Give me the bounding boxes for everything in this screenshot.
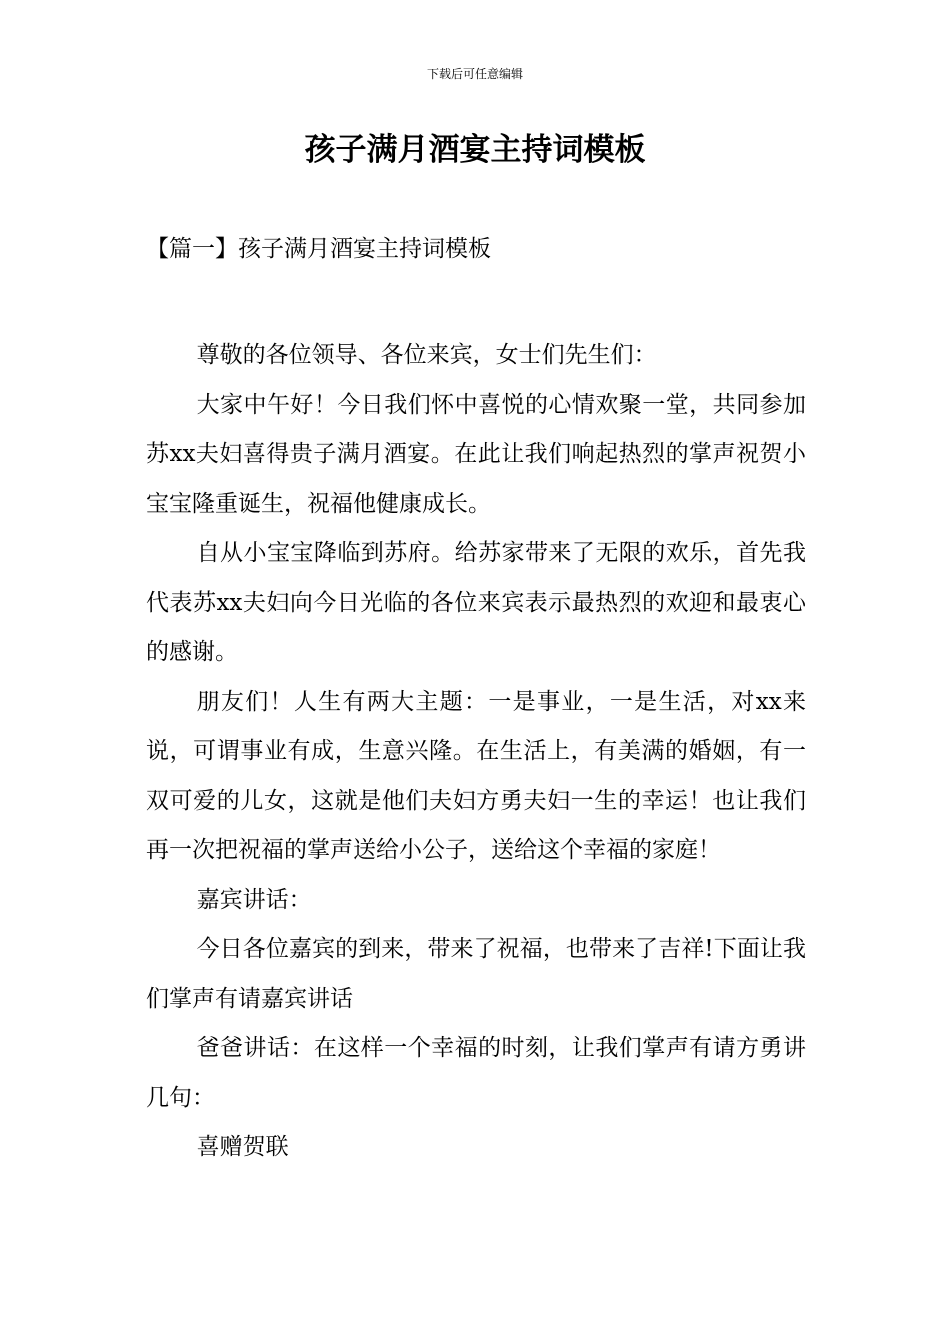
document-body	[146, 331, 806, 1173]
section-heading: 【篇一】孩子满月酒宴主持词模板	[146, 236, 491, 262]
paragraph-friends: 朋友们！人生有两大主题：一是事业，一是生活，对xx来说，可谓事业有成，生意兴隆。在生活上，有美满的婚姻，有一双可爱的儿女，这就是他们夫妇方勇夫妇一生的幸运！也让我们再一次把祝福的掌声送给小公子，送给这个幸福的家庭！	[146, 688, 806, 863]
paragraph-guest-speech: 今日各位嘉宾的到来，带来了祝福，也带来了吉祥!下面让我们掌声有请嘉宾讲话	[146, 936, 806, 1012]
paragraph-greeting: 尊敬的各位领导、各位来宾，女士们先生们：	[196, 342, 657, 368]
document-title: 孩子满月酒宴主持词模板	[304, 132, 646, 168]
paragraph-thanks: 自从小宝宝降临到苏府。给苏家带来了无限的欢乐，首先我代表苏xx夫妇向今日光临的各位来宾表示最热烈的欢迎和最衷心的感谢。	[146, 540, 806, 665]
paragraph-guest-speech-label: 嘉宾讲话：	[196, 886, 312, 913]
paragraph-father-speech: 爸爸讲话：在这样一个幸福的时刻，让我们掌声有请方勇讲几句：	[146, 1035, 806, 1111]
page-header-note: 下载后可任意编辑	[426, 67, 523, 81]
paragraph-welcome: 大家中午好！今日我们怀中喜悦的心情欢聚一堂，共同参加苏xx夫妇喜得贵子满月酒宴。在此让我们响起热烈的掌声祝贺小宝宝隆重诞生，祝福他健康成长。	[146, 391, 806, 517]
paragraph-couplet-label: 喜赠贺联	[196, 1134, 289, 1160]
